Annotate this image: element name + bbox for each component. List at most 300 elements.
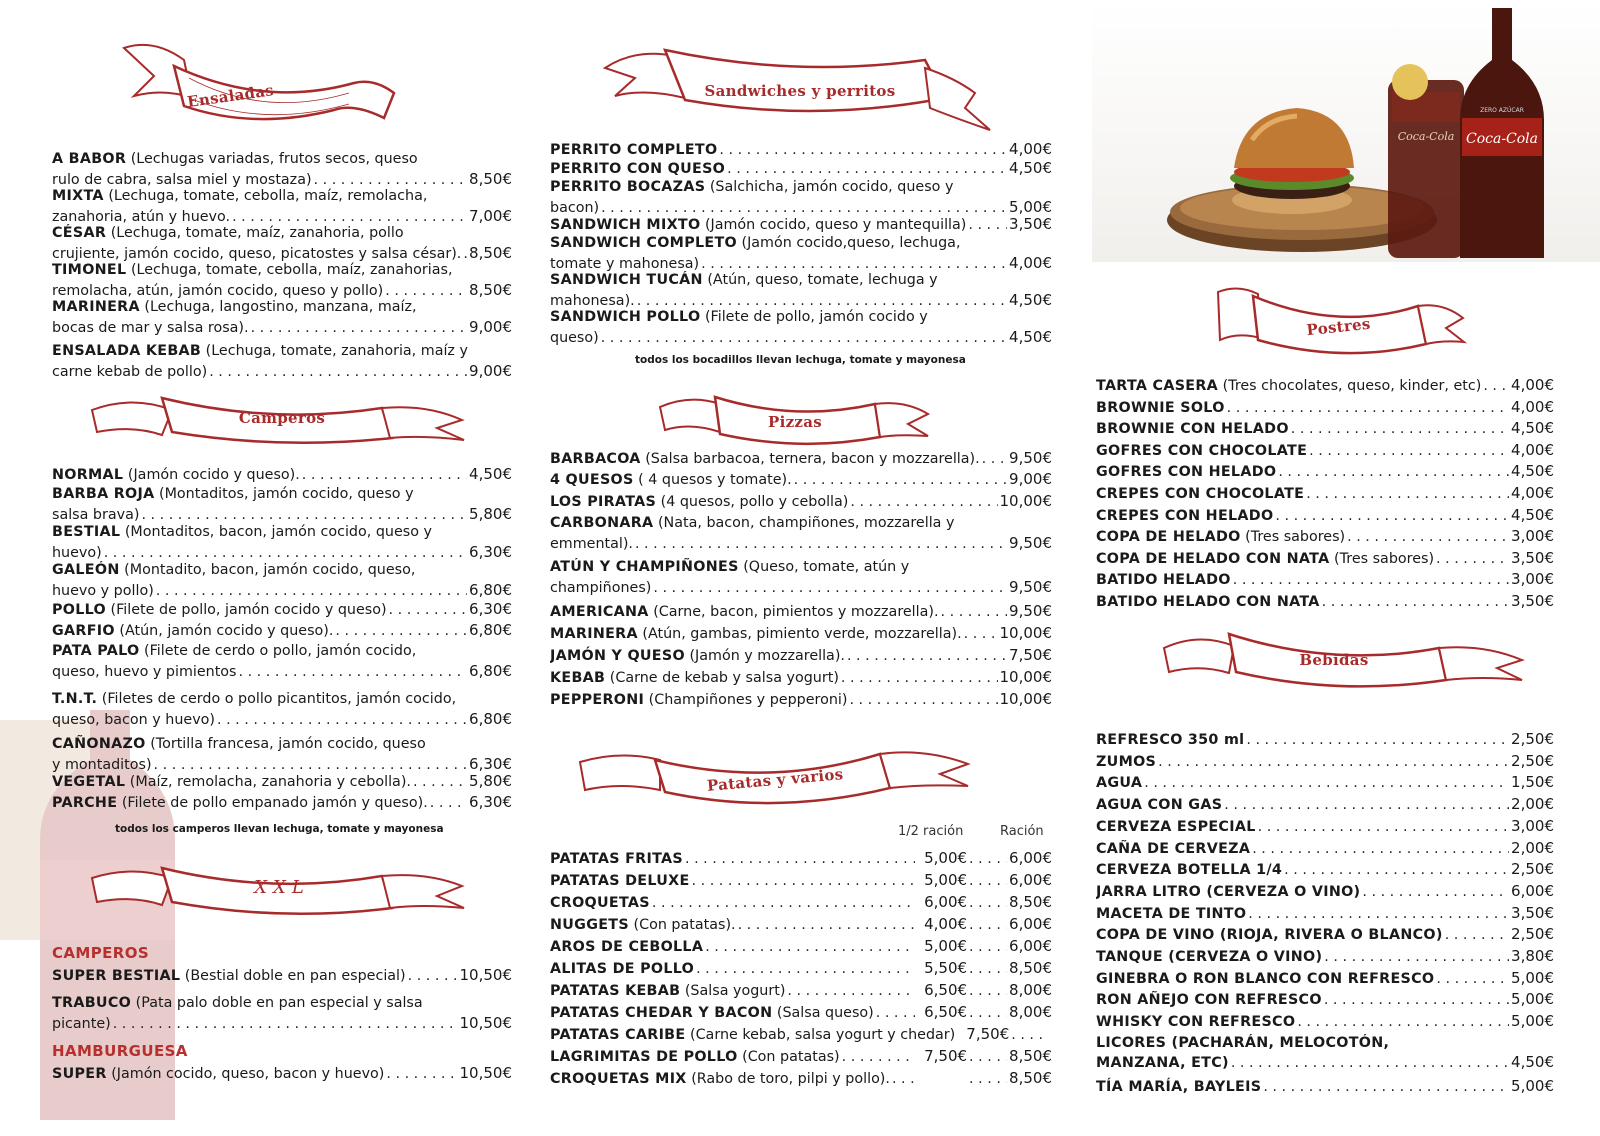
- menu-item: [1096, 969, 1554, 990]
- ribbon-bebidas: [1164, 618, 1524, 694]
- menu-item: [52, 485, 512, 525]
- dot-leader: [964, 625, 998, 645]
- item-name: AGUA CON GAS: [1096, 797, 1223, 814]
- sandwiches-note: todos los bocadillos llevan lechuga, tomate y mayonesa: [635, 354, 966, 366]
- item-description-cont: picante): [52, 1015, 111, 1032]
- menu-item: [52, 465, 512, 486]
- item-description: (Carne de kebab y salsa yogurt): [609, 670, 839, 686]
- dot-leader: [1278, 463, 1509, 483]
- dot-leader: [251, 319, 467, 339]
- item-description: (Filete de pollo empanado jamón y queso).: [121, 795, 428, 811]
- ribbon-patatas: [580, 740, 970, 816]
- item-price: 10,00€: [999, 690, 1052, 708]
- item-price: 4,50€: [1009, 159, 1052, 177]
- item-name: BESTIAL: [52, 524, 121, 540]
- item-price: 3,00€: [1511, 816, 1554, 835]
- item-price: 5,00€: [1511, 968, 1554, 987]
- item-price: 10,50€: [459, 1013, 512, 1032]
- item-name: ENSALADA KEBAB: [52, 343, 202, 359]
- menu-item: [1096, 570, 1554, 591]
- item-price: 3,80€: [1511, 947, 1554, 965]
- dot-leader: [849, 691, 997, 711]
- dot-leader: [1248, 905, 1509, 925]
- item-price: 5,00€: [1009, 197, 1052, 216]
- menu-item: [550, 558, 1052, 598]
- dot-leader: [969, 1004, 1007, 1024]
- menu-item: [1096, 1077, 1554, 1098]
- menu-item: [550, 234, 1052, 274]
- item-description: (Filete de pollo, jamón cocido y: [704, 309, 928, 325]
- menu-item: [550, 849, 1052, 870]
- dot-leader: [1324, 948, 1509, 968]
- item-description: (Con patatas).: [633, 917, 736, 933]
- item-name: AMERICANA: [550, 604, 649, 620]
- item-name: SUPER BESTIAL: [52, 968, 181, 984]
- item-name: ALITAS DE POLLO: [550, 961, 695, 977]
- menu-item: [1096, 419, 1554, 440]
- item-name: COPA DE HELADO: [1096, 529, 1241, 546]
- item-name: JARRA LITRO (CERVEZA O VINO): [1096, 883, 1361, 900]
- item-description-cont: carne kebab de pollo): [52, 363, 208, 380]
- menu-item: [52, 621, 512, 642]
- item-name: PATATAS DELUXE: [550, 873, 690, 889]
- item-name: LAGRIMITAS DE POLLO: [550, 1049, 738, 1065]
- dot-leader: [386, 1065, 457, 1085]
- item-price-full: 6,00€: [1009, 871, 1052, 889]
- item-price: 2,50€: [1511, 751, 1554, 770]
- menu-item: [550, 915, 1052, 936]
- camperos-note: todos los camperos llevan lechuga, tomate y mayonesa: [115, 823, 444, 835]
- item-price-full: 8,00€: [1009, 1003, 1052, 1021]
- item-description: (Atún, jamón cocido y queso).: [119, 623, 334, 639]
- item-name: WHISKY CON REFRESCO: [1096, 1014, 1296, 1031]
- item-description: ( 4 quesos y tomate).: [638, 472, 792, 488]
- item-name: ZUMOS: [1096, 753, 1157, 770]
- item-description: (Maíz, remolacha, zanahoria y cebolla).: [129, 774, 411, 790]
- item-name: PATATAS CHEDAR Y BACON: [550, 1005, 773, 1021]
- dot-leader: [1306, 485, 1509, 505]
- item-description-cont: bacon): [550, 199, 600, 216]
- dot-leader: [1258, 818, 1509, 838]
- dot-leader: [1483, 377, 1509, 397]
- bottle-logo-text: Coca-Cola: [1465, 131, 1539, 147]
- ribbon-title: XXL: [254, 876, 310, 898]
- item-name: CAÑONAZO: [52, 736, 146, 752]
- dot-leader: [847, 647, 1007, 667]
- ribbon-title: Patatas y varios: [706, 765, 845, 795]
- item-description: (Lechuga, tomate, zanahoria, maíz y: [205, 343, 468, 359]
- item-description: (Pata palo doble en pan especial y salsa: [135, 995, 423, 1011]
- menu-item: [52, 793, 512, 814]
- menu-item: [550, 624, 1052, 645]
- menu-item: [1096, 484, 1554, 505]
- item-description: (Atún, queso, tomate, lechuga y: [707, 272, 938, 288]
- item-description: (Jamón y mozzarella).: [689, 648, 845, 664]
- ribbon-title: Camperos: [238, 409, 326, 427]
- menu-item: [1096, 947, 1554, 968]
- item-price-half: 5,50€: [924, 959, 968, 977]
- item-price: 6,80€: [469, 580, 512, 599]
- item-price: 3,50€: [1511, 592, 1554, 610]
- dot-leader: [941, 603, 1008, 623]
- dot-leader: [969, 872, 1007, 892]
- item-description-cont: y montaditos): [52, 756, 152, 773]
- item-description-cont: queso, huevo y pimientos: [52, 663, 237, 680]
- item-name: AGUA: [1096, 775, 1143, 792]
- dot-leader: [335, 622, 467, 642]
- item-description: (Tortilla francesa, jamón cocido, queso: [150, 736, 426, 752]
- dot-leader: [1291, 420, 1509, 440]
- item-price: 9,50€: [1009, 577, 1052, 596]
- item-name: BATIDO HELADO: [1096, 572, 1231, 589]
- dot-leader: [302, 466, 467, 486]
- menu-item: [550, 1003, 1052, 1024]
- menu-item: [550, 308, 1052, 348]
- dot-leader: [850, 493, 997, 513]
- menu-item: [550, 140, 1052, 161]
- item-description: (Tres sabores): [1334, 550, 1435, 567]
- dot-leader: [430, 794, 467, 814]
- item-name: SANDWICH POLLO: [550, 309, 701, 325]
- patatas-half-header: 1/2 ración: [898, 824, 964, 839]
- bottle-sub-text: ZERO AZÚCAR: [1480, 107, 1524, 114]
- item-name: TÍA MARÍA, BAYLEIS: [1096, 1078, 1262, 1095]
- item-name: TANQUE (CERVEZA O VINO): [1096, 949, 1323, 965]
- item-price: 6,30€: [469, 793, 512, 811]
- ribbon-xxl: [92, 850, 472, 920]
- item-name: SANDWICH TUCÁN: [550, 272, 703, 288]
- dot-leader: [635, 535, 1007, 555]
- item-name: PERRITO COMPLETO: [550, 142, 718, 158]
- item-price: 6,30€: [469, 754, 512, 773]
- dot-leader: [239, 663, 468, 683]
- item-description: (Lechuga, tomate, cebolla, maíz, remolacha,: [108, 188, 428, 204]
- menu-item: [52, 150, 512, 190]
- dot-leader: [1246, 731, 1509, 751]
- menu-item: [550, 1069, 1052, 1090]
- item-name: KEBAB: [550, 670, 606, 686]
- dot-leader: [653, 579, 1007, 599]
- item-name: VEGETAL: [52, 774, 126, 790]
- item-name: CREPES CON CHOCOLATE: [1096, 486, 1305, 502]
- item-name: PATATAS KEBAB: [550, 983, 681, 999]
- svg-text:Coca-Cola: Coca-Cola: [1397, 130, 1455, 143]
- ribbon-sandwiches: [605, 38, 995, 134]
- item-name: TIMONEL: [52, 262, 127, 278]
- item-description: (Filetes de cerdo o pollo picantitos, jamón cocido,: [101, 691, 457, 707]
- dot-leader: [1252, 840, 1509, 860]
- dot-leader: [696, 960, 915, 980]
- item-description: (Carne kebab, salsa yogurt y chedar): [690, 1027, 956, 1043]
- item-price: 10,50€: [459, 966, 512, 984]
- menu-item: [1096, 462, 1554, 483]
- item-description: (Tres sabores): [1245, 529, 1346, 546]
- item-price: 4,00€: [1009, 253, 1052, 272]
- dot-leader: [787, 982, 915, 1002]
- item-name: A BABOR: [52, 151, 127, 167]
- item-price-half: 6,50€: [924, 1003, 968, 1021]
- item-name: TRABUCO: [52, 995, 132, 1011]
- item-price: 2,00€: [1511, 838, 1554, 857]
- item-price: 3,50€: [1511, 548, 1554, 567]
- ribbon-title: Ensaladas: [186, 81, 276, 112]
- item-price: 10,00€: [999, 668, 1052, 686]
- item-price: 4,00€: [1009, 140, 1052, 158]
- item-price: 4,50€: [1511, 505, 1554, 524]
- menu-item: [52, 342, 512, 382]
- dot-leader: [727, 160, 1007, 180]
- item-name: MACETA DE TINTO: [1096, 905, 1247, 922]
- item-name: BARBACOA: [550, 451, 641, 467]
- ribbon-title: Sandwiches y perritos: [704, 82, 896, 100]
- item-price: 5,00€: [1511, 1012, 1554, 1031]
- dot-leader: [969, 850, 1007, 870]
- dot-leader: [982, 450, 1007, 470]
- dot-leader: [705, 938, 915, 958]
- dot-leader: [1231, 1054, 1509, 1074]
- item-description-cont: queso, bacon y huevo): [52, 711, 215, 728]
- item-price: 4,50€: [1009, 327, 1052, 346]
- item-price: 6,80€: [469, 621, 512, 639]
- item-price: 4,00€: [1511, 484, 1554, 502]
- dot-leader: [156, 582, 467, 602]
- item-name: SANDWICH MIXTO: [550, 217, 701, 233]
- menu-item: [550, 271, 1052, 311]
- item-name: BATIDO HELADO CON NATA: [1096, 594, 1320, 610]
- item-price: 9,00€: [469, 361, 512, 380]
- item-price: 3,00€: [1511, 570, 1554, 589]
- item-description-cont: remolacha, atún, jamón cocido, queso y pollo): [52, 282, 384, 299]
- item-name: BROWNIE CON HELADO: [1096, 421, 1289, 438]
- item-name: ATÚN Y CHAMPIÑONES: [550, 559, 739, 575]
- item-price: 6,00€: [1511, 881, 1554, 900]
- item-description: (4 quesos, pollo y cebolla): [660, 494, 849, 510]
- item-price: 2,00€: [1511, 795, 1554, 814]
- item-description-cont: queso): [550, 329, 599, 346]
- dot-leader: [876, 1004, 915, 1024]
- column-middle: [550, 0, 1052, 1136]
- menu-item: [1096, 1012, 1554, 1033]
- item-description: (Bestial doble en pan especial): [184, 968, 406, 984]
- item-price-full: 6,00€: [1009, 937, 1052, 955]
- dot-leader: [1275, 507, 1509, 527]
- item-name: CROQUETAS MIX: [550, 1071, 687, 1087]
- item-price: 4,50€: [1009, 290, 1052, 309]
- menu-item: [1096, 376, 1554, 397]
- item-name: SUPER: [52, 1066, 107, 1082]
- menu-item: [1096, 752, 1554, 773]
- item-description-cont: tomate y mahonesa): [550, 255, 700, 272]
- item-price: 9,00€: [469, 317, 512, 336]
- menu-item: [52, 298, 512, 338]
- menu-item: [52, 561, 512, 601]
- menu-item: [550, 690, 1052, 711]
- dot-leader: [1144, 774, 1509, 794]
- item-name: T.N.T.: [52, 691, 98, 707]
- menu-item: [1096, 860, 1554, 881]
- menu-item: [550, 646, 1052, 667]
- dot-leader: [413, 773, 467, 793]
- item-description: (Champiñones y pepperoni): [648, 692, 848, 708]
- menu-item: [52, 772, 512, 793]
- dot-leader: [1322, 593, 1509, 613]
- item-name: MARINERA: [52, 299, 140, 315]
- menu-item: [550, 959, 1052, 980]
- item-name: CREPES CON HELADO: [1096, 507, 1274, 524]
- menu-item: [550, 514, 1052, 554]
- item-description: (Jamón cocido y queso).: [127, 467, 300, 483]
- item-name: 4 QUESOS: [550, 472, 634, 488]
- menu-item: [52, 690, 512, 730]
- menu-item: [52, 735, 512, 775]
- item-price-half: 7,50€: [966, 1025, 1010, 1043]
- menu-item: [1096, 795, 1554, 816]
- dot-leader: [1309, 442, 1509, 462]
- menu-item: [550, 871, 1052, 892]
- menu-item: [1096, 398, 1554, 419]
- item-price: 4,50€: [1511, 1053, 1554, 1072]
- item-name: GARFIO: [52, 623, 115, 639]
- item-price-full: 8,50€: [1009, 959, 1052, 977]
- column-left: [52, 0, 512, 1136]
- dot-leader: [1324, 991, 1509, 1011]
- item-name: AROS DE CEBOLLA: [550, 939, 704, 955]
- item-description: (Montadito, bacon, jamón cocido, queso,: [124, 562, 416, 578]
- item-price: 5,00€: [1511, 1076, 1554, 1095]
- item-price: 10,50€: [459, 1064, 512, 1082]
- item-price-half: 7,50€: [924, 1047, 968, 1065]
- item-price: 9,50€: [1009, 602, 1052, 620]
- item-name: NORMAL: [52, 467, 124, 483]
- ribbon-camperos: [92, 380, 472, 450]
- dot-leader: [1284, 861, 1509, 881]
- item-description: (Tres chocolates, queso, kinder, etc): [1222, 378, 1482, 394]
- item-name: RON AÑEJO CON REFRESCO: [1096, 992, 1322, 1009]
- menu-item: [550, 981, 1052, 1002]
- dot-leader: [969, 1070, 1007, 1090]
- item-description-cont: bocas de mar y salsa rosa).: [52, 319, 249, 336]
- item-price: 2,50€: [1511, 730, 1554, 748]
- item-name: LICORES (PACHARÁN, MELOCOTÓN,: [1096, 1034, 1390, 1051]
- dot-leader: [1227, 399, 1509, 419]
- dot-leader: [1436, 550, 1509, 570]
- item-price: 5,80€: [469, 504, 512, 523]
- item-price-full: 8,50€: [1009, 893, 1052, 911]
- item-price-half: 5,00€: [924, 849, 968, 867]
- item-description: (Lechuga, tomate, cebolla, maíz, zanahorias,: [130, 262, 453, 278]
- menu-item: [550, 492, 1052, 513]
- item-description: (Lechuga, tomate, maíz, zanahoria, pollo: [110, 225, 404, 241]
- item-description: (Salsa yogurt): [684, 983, 786, 999]
- item-description: (Rabo de toro, pilpi y pollo).: [691, 1071, 890, 1087]
- menu-item: [550, 178, 1052, 218]
- dot-leader: [1233, 571, 1509, 591]
- ribbon-ensaladas: [114, 38, 404, 128]
- item-name: SANDWICH COMPLETO: [550, 235, 737, 251]
- dot-leader: [969, 1048, 1007, 1068]
- item-price: 8,50€: [469, 243, 512, 262]
- menu-item: [52, 224, 512, 264]
- item-description-cont: crujiente, jamón cocido, queso, picatostes y salsa césar).: [52, 245, 462, 262]
- dot-leader: [841, 669, 998, 689]
- dot-leader: [652, 894, 915, 914]
- item-price: 3,50€: [1511, 903, 1554, 922]
- menu-item: [550, 893, 1052, 914]
- item-description-cont: salsa brava): [52, 506, 140, 523]
- item-name: GINEBRA O RON BLANCO CON REFRESCO: [1096, 970, 1435, 987]
- item-price: 6,80€: [469, 709, 512, 728]
- dot-leader: [389, 601, 468, 621]
- item-name: GOFRES CON HELADO: [1096, 464, 1277, 481]
- dot-leader: [969, 960, 1007, 980]
- item-price: 4,50€: [1511, 462, 1554, 481]
- item-price: 1,50€: [1511, 773, 1554, 792]
- item-price: 8,50€: [469, 280, 512, 299]
- item-description: (Montaditos, jamón cocido, queso y: [159, 486, 414, 502]
- dot-leader: [1436, 970, 1509, 990]
- menu-item: [1096, 441, 1554, 462]
- column-right: [1096, 0, 1554, 1136]
- item-description-cont: huevo y pollo): [52, 582, 154, 599]
- ribbon-title: Pizzas: [768, 413, 822, 431]
- item-description: (Jamón cocido, queso y mantequilla): [704, 217, 967, 233]
- menu-item: [1096, 592, 1554, 613]
- item-price: 9,50€: [1009, 533, 1052, 552]
- item-price: 5,80€: [469, 772, 512, 790]
- item-price: 10,00€: [999, 624, 1052, 642]
- item-price: 2,50€: [1511, 925, 1554, 944]
- dot-leader: [1297, 1013, 1509, 1033]
- item-name: CARBONARA: [550, 515, 654, 531]
- item-name: PERRITO CON QUESO: [550, 161, 726, 177]
- xxl-camperos-heading: CAMPEROS: [52, 944, 150, 962]
- item-price: 9,00€: [1009, 470, 1052, 488]
- item-price: 9,50€: [1009, 449, 1052, 467]
- item-name: PEPPERONI: [550, 692, 645, 708]
- dot-leader: [1263, 1078, 1509, 1098]
- item-price: 6,30€: [469, 542, 512, 561]
- item-price-half: 5,00€: [924, 937, 968, 955]
- menu-item: [550, 215, 1052, 236]
- item-price-half: 6,00€: [924, 893, 968, 911]
- item-price-full: 6,00€: [1009, 849, 1052, 867]
- dot-leader: [692, 872, 916, 892]
- item-price: 7,00€: [469, 206, 512, 225]
- item-description-cont: champiñones): [550, 579, 652, 596]
- dot-leader: [969, 982, 1007, 1002]
- dot-leader: [1224, 796, 1509, 816]
- menu-item: [550, 668, 1052, 689]
- menu-item: [1096, 527, 1554, 548]
- item-name: TARTA CASERA: [1096, 378, 1219, 394]
- item-name: MARINERA: [550, 626, 638, 642]
- item-name: CÉSAR: [52, 225, 107, 241]
- item-description: (Jamón cocido, queso, bacon y huevo): [111, 1066, 385, 1082]
- patatas-full-header: Ración: [1000, 824, 1044, 839]
- item-price: 2,50€: [1511, 860, 1554, 879]
- item-price: 4,50€: [469, 465, 512, 483]
- item-description-cont: emmental).: [550, 535, 633, 552]
- item-name: PERRITO BOCAZAS: [550, 179, 706, 195]
- item-name: BARBA ROJA: [52, 486, 155, 502]
- item-price: 4,00€: [1511, 397, 1554, 416]
- item-name-cont: MANZANA, ETC): [1096, 1055, 1229, 1072]
- item-description-cont: huevo): [52, 544, 102, 561]
- item-name: JAMÓN Y QUESO: [550, 648, 685, 664]
- item-name: GOFRES CON CHOCOLATE: [1096, 442, 1308, 459]
- item-price: 3,50€: [1009, 215, 1052, 233]
- item-description: (Nata, bacon, champiñones, mozzarella y: [657, 515, 955, 531]
